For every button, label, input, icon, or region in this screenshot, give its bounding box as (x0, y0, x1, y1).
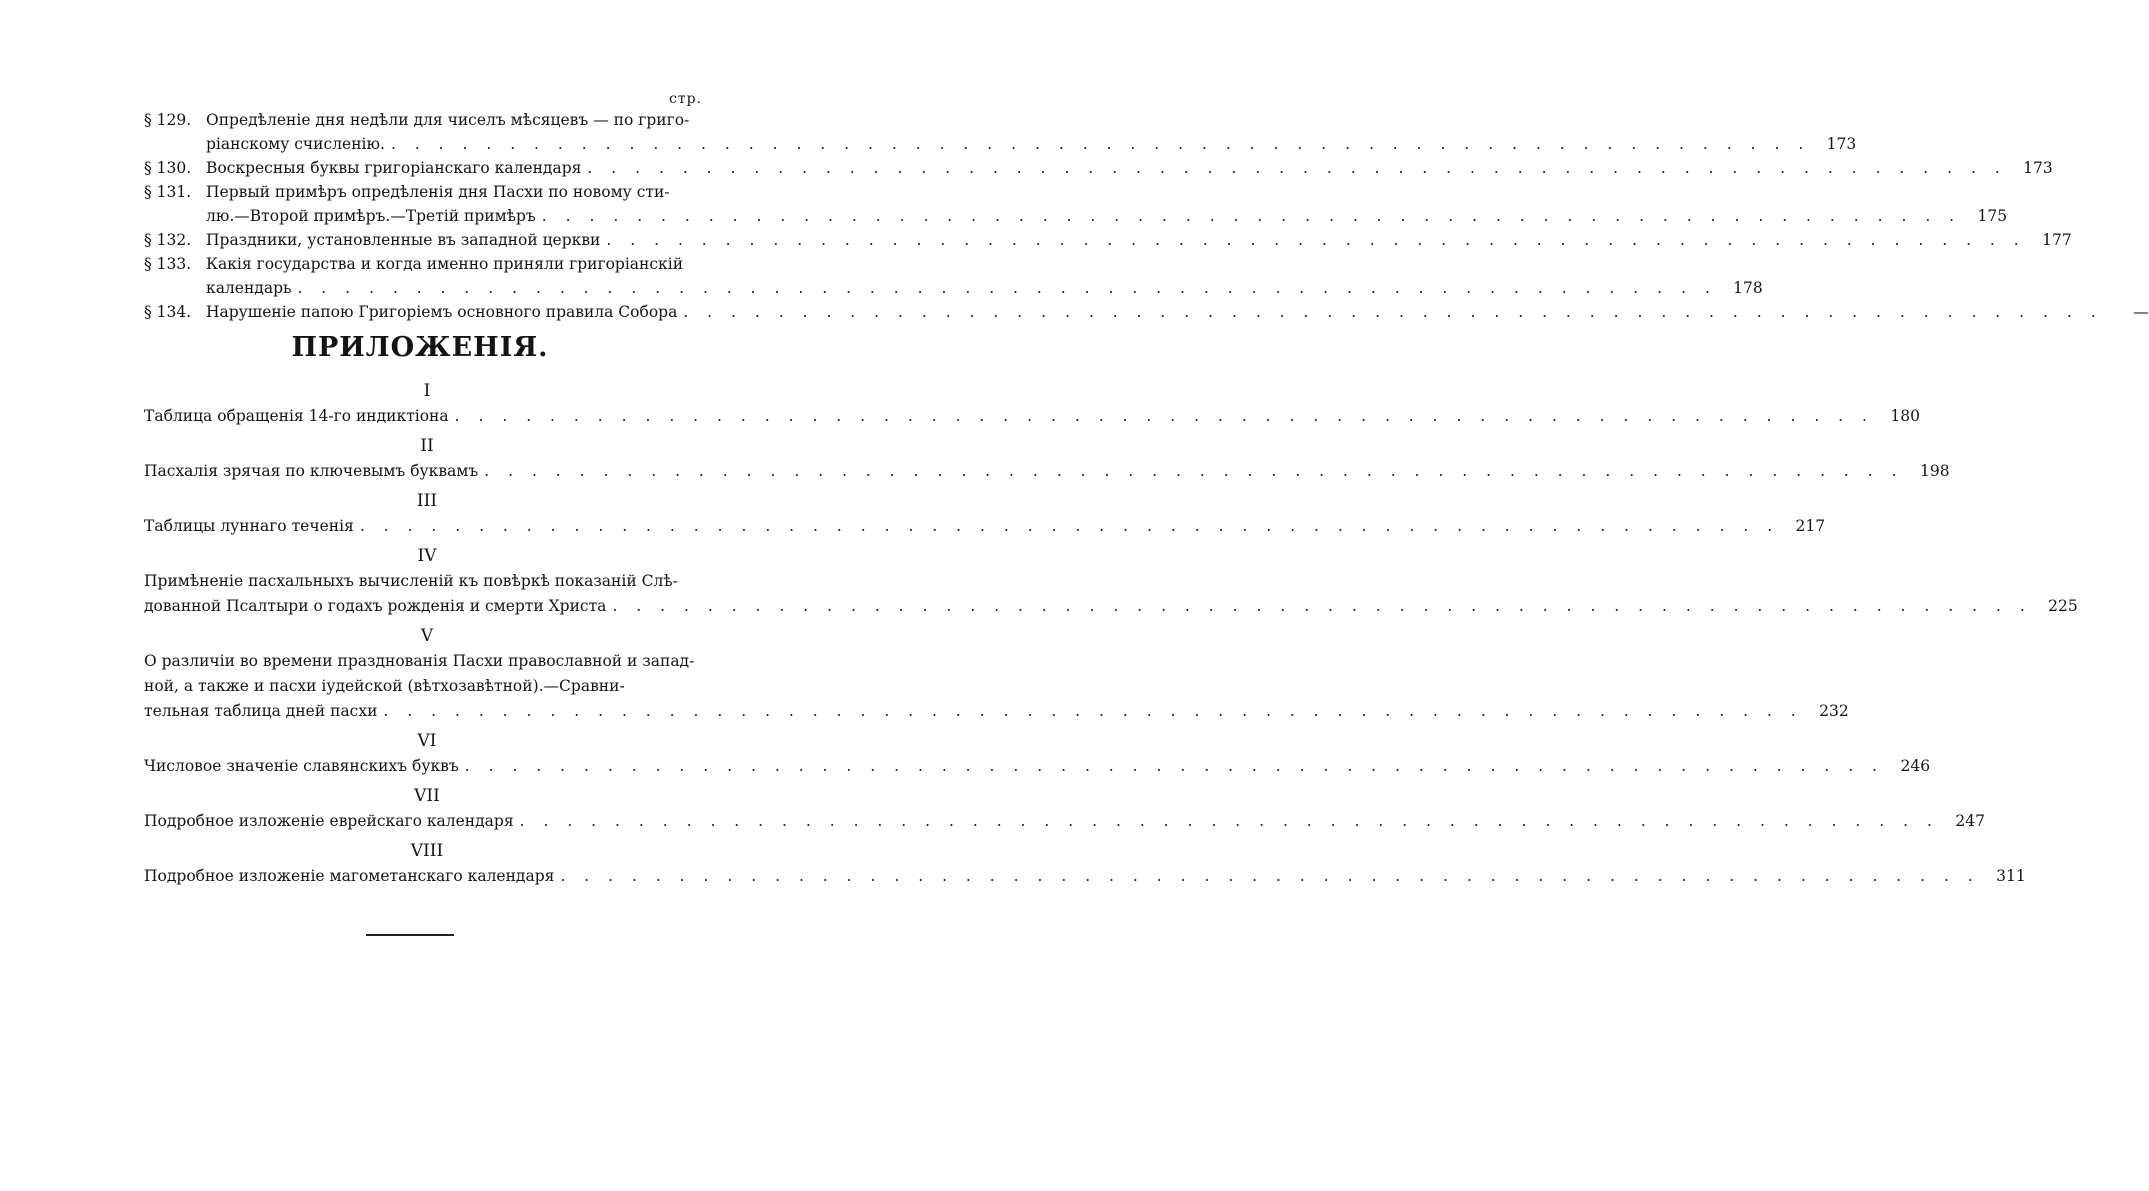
toc-section-entry (144, 180, 2008, 228)
appendix-entry (144, 754, 1931, 779)
page-number: 177 (2042, 231, 2072, 249)
page-number: 246 (1900, 757, 1931, 775)
leader-dots: . . . . . . . . . . . . . . . . . . . . . . . . . . . . . . . . . . . . . . . . . . . . . . . . . . . . . . . . . . . . (519, 812, 1939, 830)
leader-dots: . . . . . . . . . . . . . . . . . . . . . . . . . . . . . . . . . . . . . . . . . . . . . . . . . . . . . . . . . . . . (560, 867, 1980, 885)
leader-dots: . . . . . . . . . . . . . . . . . . . . . . . . . . . . . . . . . . . . . . . . . . . . . . . . . . . . . . . . . . . . (683, 303, 2103, 321)
leader-dots: . . . . . . . . . . . . . . . . . . . . . . . . . . . . . . . . . . . . . . . . . . . . . . . . . . . . . . . . . . . . (383, 702, 1803, 720)
page-number: 217 (1795, 517, 1826, 535)
appendix-entry (144, 809, 1985, 834)
entry-line (144, 594, 2078, 619)
page-number: 247 (1955, 812, 1985, 830)
entry-line (144, 809, 1985, 834)
appendix-entry (144, 649, 1849, 724)
page-number: 180 (1890, 407, 1920, 425)
toc-section-entry (144, 252, 1763, 300)
entry-line (206, 300, 2149, 324)
toc-section-entry (144, 228, 2072, 252)
entry-line (206, 252, 1763, 276)
leader-dots: . . . . . . . . . . . . . . . . . . . . . . . . . . . . . . . . . . . . . . . . . . . . . . . . . . . . . . . . . . . . (297, 279, 1717, 297)
page-number: 225 (2048, 597, 2078, 615)
page-number: 173 (1826, 135, 1857, 153)
entry-text: дованной Псалтыри о годахъ рожденія и смерти Христа (144, 597, 607, 615)
appendix-entry (144, 514, 1826, 539)
entry-text: Числовое значеніе славянскихъ буквъ (144, 757, 459, 775)
entry-text: Подробное изложеніе магометанскаго календаря (144, 867, 555, 885)
entry-text: Таблица обращенія 14-го индиктіона (144, 407, 449, 425)
leader-dots: . . . . . . . . . . . . . . . . . . . . . . . . . . . . . . . . . . . . . . . . . . . . . . . . . . . . . . . . . . . . (390, 135, 1811, 153)
entry-text: Опредѣленіе дня недѣли для чиселъ мѣсяцевъ — по григо- (206, 111, 690, 129)
entry-text: ной, а также и пасхи іудейской (вѣтхозавѣтной).—Сравни- (144, 677, 625, 695)
page-number: 311 (1996, 867, 2026, 885)
leader-dots: . . . . . . . . . . . . . . . . . . . . . . . . . . . . . . . . . . . . . . . . . . . . . . . . . . . . . . . . . . . . (359, 517, 1780, 535)
entry-line (144, 754, 1931, 779)
toc-section-entry (144, 108, 1857, 156)
leader-dots: . . . . . . . . . . . . . . . . . . . . . . . . . . . . . . . . . . . . . . . . . . . . . . . . . . . . . . . . . . . . (484, 462, 1904, 480)
entry-text: Какія государства и когда именно приняли григоріанскій (206, 255, 684, 273)
section-number: § 132. (144, 231, 192, 249)
entry-line (144, 514, 1826, 539)
section-number: § 133. (144, 255, 192, 273)
end-rule (366, 934, 454, 936)
entry-line (206, 156, 2053, 180)
appendix-entry (144, 404, 1920, 429)
appendix-numeral: II (420, 436, 434, 456)
appendices-list (144, 378, 2078, 893)
page-number: 198 (1919, 462, 1950, 480)
entry-text: лю.—Второй примѣръ.—Третій примѣръ (206, 207, 536, 225)
entry-line (144, 649, 704, 674)
entry-text: Пасхалія зрячая по ключевымъ буквамъ (144, 462, 479, 480)
entry-text: тельная таблица дней пасхи (144, 702, 378, 720)
entry-text: Таблицы луннаго теченія (144, 517, 354, 535)
entry-line (144, 864, 2026, 889)
entry-text: Праздники, установленные въ западной церкви (206, 231, 601, 249)
page-number: 173 (2023, 159, 2053, 177)
entry-line (206, 180, 2007, 204)
section-number: § 130. (144, 159, 192, 177)
appendix-entry (144, 864, 2026, 889)
entry-text: Подробное изложеніе еврейскаго календаря (144, 812, 514, 830)
entry-line (144, 459, 1950, 484)
entry-line (144, 569, 704, 594)
entry-text: календарь (206, 279, 292, 297)
appendix-numeral: VII (414, 786, 440, 806)
sections-list (144, 108, 2149, 324)
section-number: § 129. (144, 111, 192, 129)
page-number: 232 (1819, 702, 1849, 720)
page-number: — (2133, 303, 2149, 321)
appendix-entry (144, 459, 1950, 484)
entry-line (144, 404, 1920, 429)
entry-line (144, 674, 704, 699)
section-number: § 134. (144, 303, 192, 321)
entry-line (206, 276, 1763, 300)
entry-text: Нарушеніе папою Григоріемъ основного правила Собора (206, 303, 678, 321)
page-column-label: стр. (669, 91, 702, 107)
appendix-numeral: IV (417, 546, 437, 566)
appendix-numeral: V (420, 626, 434, 646)
section-number: § 131. (144, 183, 192, 201)
appendix-numeral: VI (417, 731, 437, 751)
toc-section-entry (144, 156, 2053, 180)
leader-dots: . . . . . . . . . . . . . . . . . . . . . . . . . . . . . . . . . . . . . . . . . . . . . . . . . . . . . . . . . . . . (587, 159, 2007, 177)
leader-dots: . . . . . . . . . . . . . . . . . . . . . . . . . . . . . . . . . . . . . . . . . . . . . . . . . . . . . . . . . . . . (606, 231, 2026, 249)
toc-section-entry (144, 300, 2149, 324)
leader-dots: . . . . . . . . . . . . . . . . . . . . . . . . . . . . . . . . . . . . . . . . . . . . . . . . . . . . . . . . . . . . (541, 207, 1962, 225)
entry-line (144, 699, 1849, 724)
entry-text: ріанскому счисленію. (206, 135, 385, 153)
leader-dots: . . . . . . . . . . . . . . . . . . . . . . . . . . . . . . . . . . . . . . . . . . . . . . . . . . . . . . . . . . . . (612, 597, 2032, 615)
entry-text: Первый примѣръ опредѣленія дня Пасхи по новому сти- (206, 183, 670, 201)
leader-dots: . . . . . . . . . . . . . . . . . . . . . . . . . . . . . . . . . . . . . . . . . . . . . . . . . . . . . . . . . . . . (454, 407, 1874, 425)
page-number: 178 (1733, 279, 1763, 297)
page-number: 175 (1977, 207, 2008, 225)
entry-line (206, 228, 2072, 252)
appendix-numeral: III (416, 491, 438, 511)
entry-line (206, 204, 2007, 228)
entry-text: О различіи во времени празднованія Пасхи православной и запад- (144, 652, 695, 670)
leader-dots: . . . . . . . . . . . . . . . . . . . . . . . . . . . . . . . . . . . . . . . . . . . . . . . . . . . . . . . . . . . . (464, 757, 1885, 775)
entry-text: Примѣненіе пасхальныхъ вычисленій къ повѣркѣ показаній Слѣ- (144, 572, 678, 590)
appendix-numeral: I (423, 381, 431, 401)
appendix-numeral: VIII (410, 841, 444, 861)
entry-line (206, 108, 1856, 132)
appendices-heading: ПРИЛОЖЕНІЯ. (291, 332, 549, 363)
appendix-entry (144, 569, 2078, 619)
entry-line (206, 132, 1856, 156)
entry-text: Воскресныя буквы григоріанскаго календаря (206, 159, 582, 177)
